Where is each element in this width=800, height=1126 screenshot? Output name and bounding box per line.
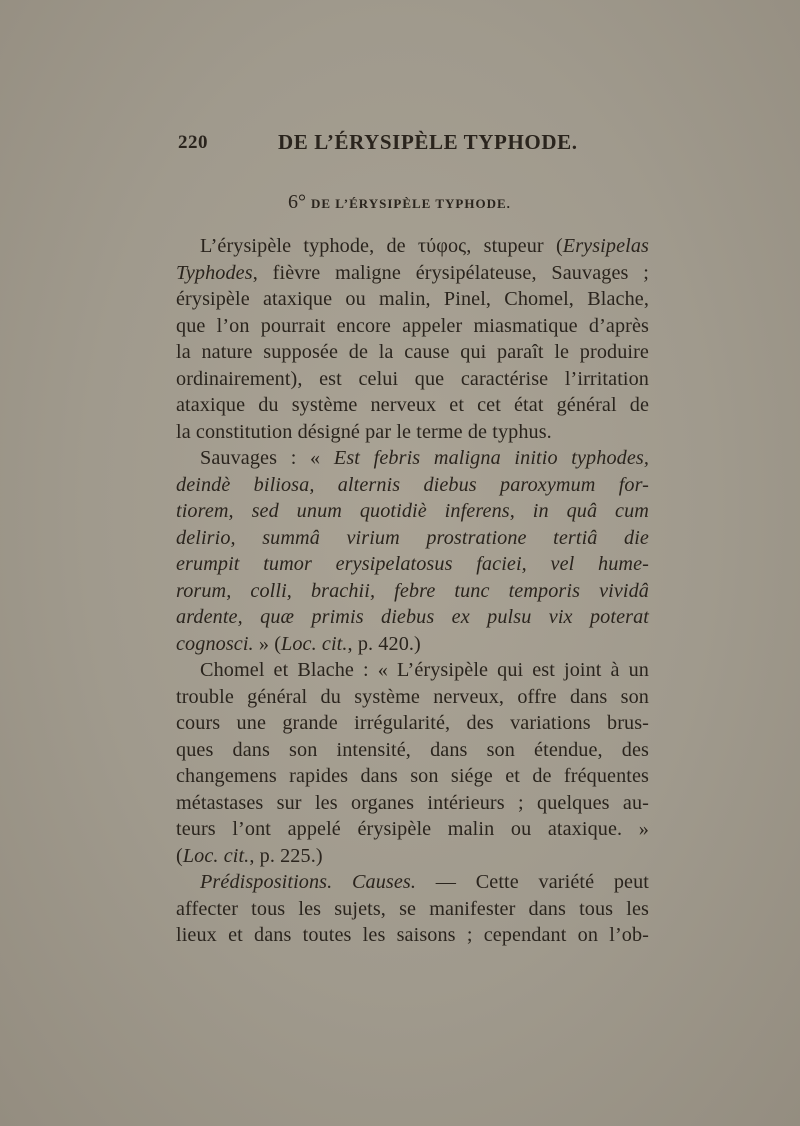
text-line: deindè biliosa, alternis diebus paroxymum for- — [176, 473, 649, 496]
text-line: ordinairement), est celui que caractérise l’irritation — [176, 367, 649, 390]
text-line: erumpit tumor erysipelatosus faciei, vel hume- — [176, 553, 649, 575]
text-line: la constitution désigné par le terme de typhus. — [176, 420, 552, 443]
text-line: Typhodes, fièvre maligne érysipélateuse, Sauvages ; — [176, 261, 649, 284]
text-line: L’érysipèle typhode, de τύφος, stupeur (Erysipelas — [200, 235, 649, 257]
text-line: érysipèle ataxique ou malin, Pinel, Chomel, Blache, — [176, 288, 649, 310]
page-number: 220 — [178, 132, 208, 153]
text-line: cognosci. » (Loc. cit., p. 420.) — [176, 632, 421, 655]
text-line: que l’on pourrait encore appeler miasmatique d’après — [176, 314, 649, 337]
text-line: affecter tous les sujets, se manifester dans tous les — [176, 897, 649, 920]
text-line: rorum, colli, brachii, febre tunc temporis vividâ — [176, 579, 649, 602]
text-line: ques dans son intensité, dans son étendue, des — [176, 738, 649, 761]
text-line: Chomel et Blache : « L’érysipèle qui est joint à un — [200, 659, 649, 681]
body-text — [176, 233, 649, 949]
text-line: changemens rapides dans son siége et de fréquentes — [176, 765, 649, 787]
text-line: Prédispositions. Causes. — Cette variété peut — [200, 871, 649, 893]
text-line: trouble général du système nerveux, offre dans son — [176, 685, 649, 708]
text-line: teurs l’ont appelé érysipèle malin ou ataxique. » — [176, 818, 649, 840]
text-line: cours une grande irrégularité, des variations brus- — [176, 712, 649, 734]
text-line: ardente, quæ primis diebus ex pulsu vix poterat — [176, 606, 649, 628]
text-line: tiorem, sed unum quotidiè inferens, in quâ cum — [176, 500, 649, 522]
page-header — [178, 130, 648, 160]
text-line: (Loc. cit., p. 225.) — [176, 844, 323, 867]
text-line: la nature supposée de la cause qui paraît le produire — [176, 341, 649, 363]
section-heading — [288, 191, 511, 214]
text-line: ataxique du système nerveux et cet état général de — [176, 394, 649, 416]
section-title: DE L’ÉRYSIPÈLE TYPHODE. — [311, 196, 511, 211]
text-line: delirio, summâ virium prostratione tertiâ die — [176, 526, 649, 549]
text-line: métastases sur les organes intérieurs ; quelques au- — [176, 791, 649, 814]
text-line: Sauvages : « Est febris maligna initio typhodes, — [200, 447, 649, 469]
section-number: 6° — [288, 191, 306, 213]
running-title: DE L’ÉRYSIPÈLE TYPHODE. — [278, 130, 578, 154]
text-line: lieux et dans toutes les saisons ; cependant on l’ob- — [176, 924, 649, 946]
